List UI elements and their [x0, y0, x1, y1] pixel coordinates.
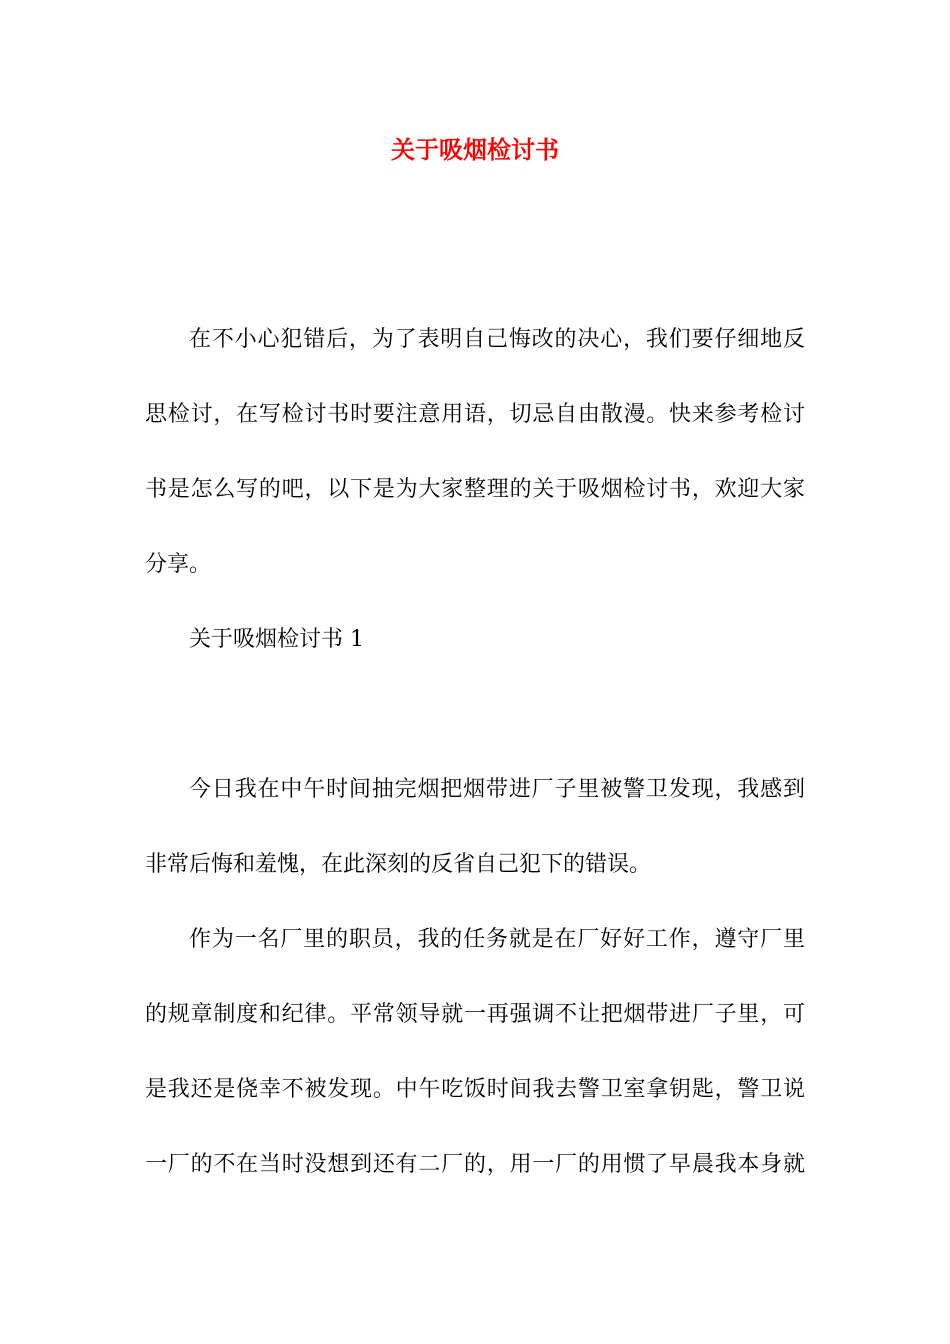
- paragraph-3-line-3: 是我还是侥幸不被发现。中午吃饭时间我去警卫室拿钥匙，警卫说: [145, 1077, 805, 1102]
- paragraph-3-line-4: 一厂的不在当时没想到还有二厂的，用一厂的用惯了早晨我本身就: [145, 1152, 805, 1177]
- paragraph-2-line-1: 今日我在中午时间抽完烟把烟带进厂子里被警卫发现，我感到: [189, 777, 805, 802]
- paragraph-2-line-2: 非常后悔和羞愧，在此深刻的反省自己犯下的错误。: [145, 852, 652, 877]
- paragraph-1-line-4: 分享。: [145, 552, 212, 577]
- section-heading: 关于吸烟检讨书 1: [189, 627, 364, 652]
- paragraph-3-line-2: 的规章制度和纪律。平常领导就一再强调不让把烟带进厂子里，可: [145, 1002, 805, 1027]
- paragraph-1-line-3: 书是怎么写的吧，以下是为大家整理的关于吸烟检讨书，欢迎大家: [145, 477, 805, 502]
- document-title: 关于吸烟检讨书: [391, 135, 559, 164]
- paragraph-1-line-1: 在不小心犯错后，为了表明自己悔改的决心，我们要仔细地反: [189, 327, 805, 352]
- paragraph-1-line-2: 思检讨，在写检讨书时要注意用语，切忌自由散漫。快来参考检讨: [145, 402, 805, 427]
- paragraph-3-line-1: 作为一名厂里的职员，我的任务就是在厂好好工作，遵守厂里: [189, 927, 805, 952]
